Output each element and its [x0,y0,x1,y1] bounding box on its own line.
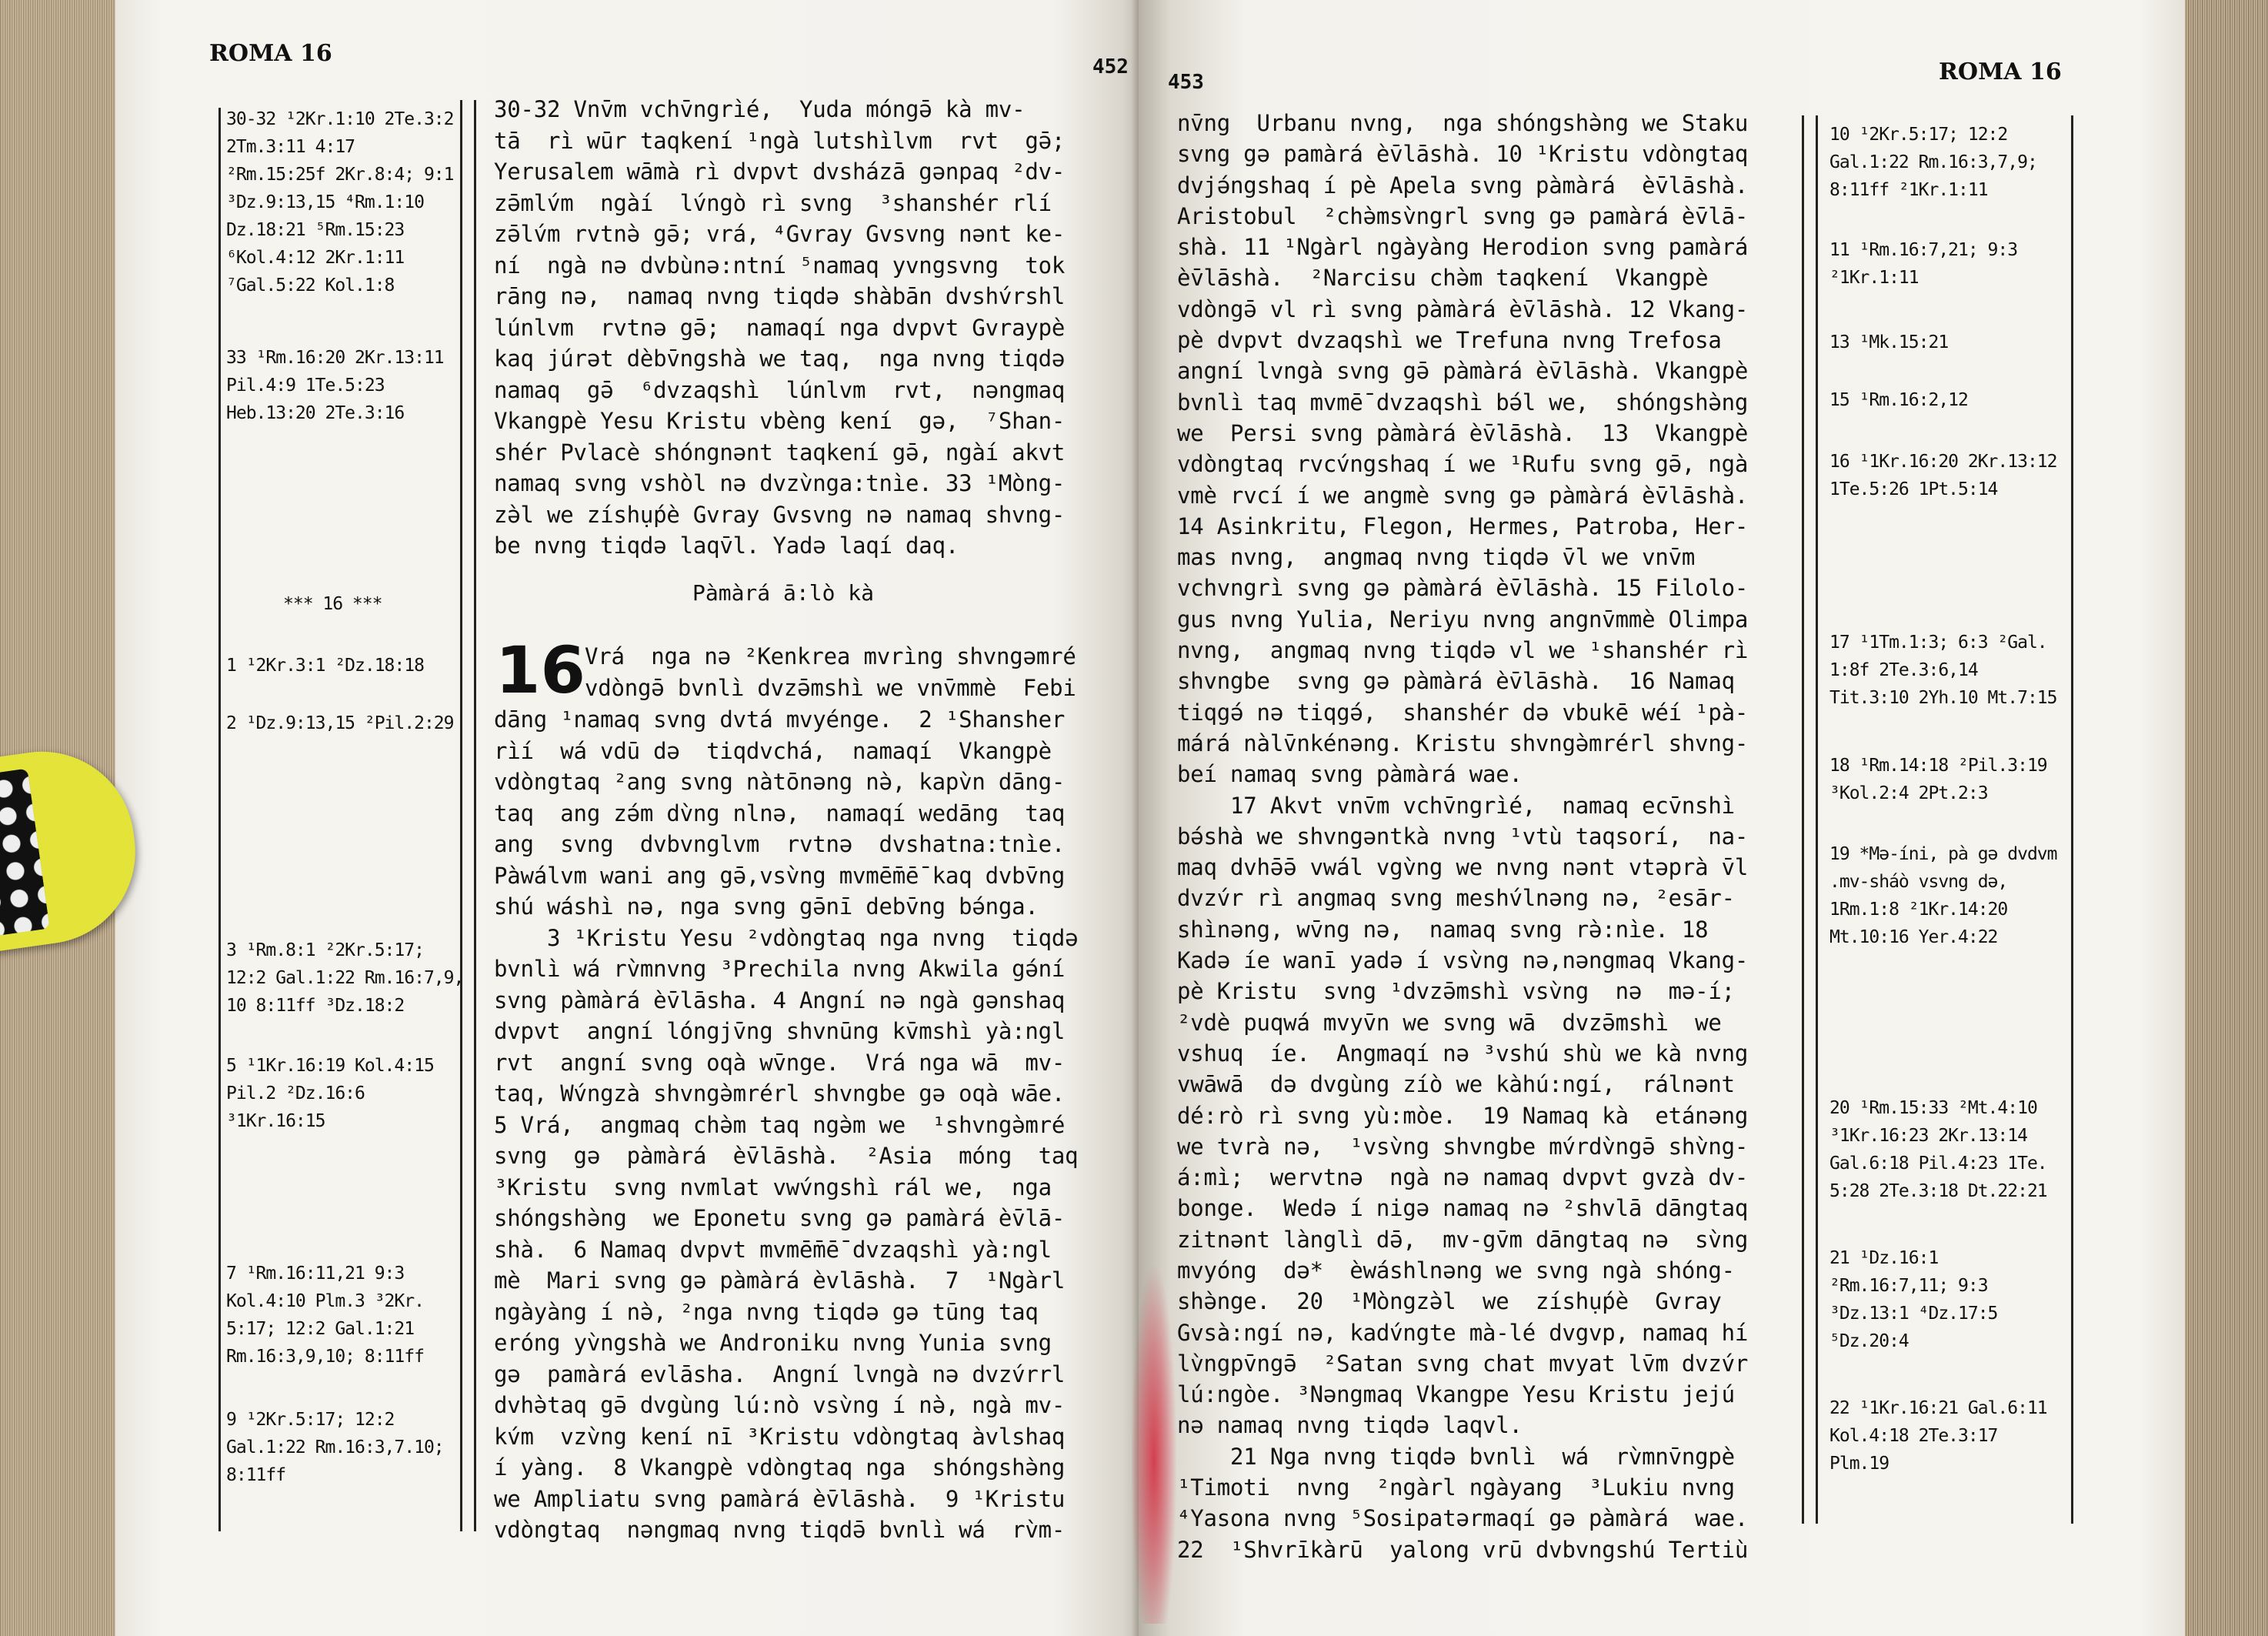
right-text-line: bə́shà we shvngəntkà nvng ¹vtù taqsorí, na- [1177,823,1749,850]
right-text-rule [1802,115,1804,1524]
left-text-line: í yàng. 8 Vkangpè vdòngtaq nga shóngshə̀ng [494,1454,1066,1481]
cross-reference-block [1829,631,2057,714]
right-text-line: Gvsà:ngí nə, kadv́ngte mà-lé dvgvp, namaq hí [1177,1319,1749,1346]
right-text-line: 14 Asinkritu, Flegon, Hermes, Patroba, Her- [1177,513,1749,539]
right-text-line: vchvngrì svng gə pàmàrá èv̄lāshà. 15 Filolo- [1177,575,1749,602]
right-running-head: ROMA 16 [1939,58,2062,85]
cross-reference-line: Rm.16:3,9,10; 8:11ff [226,1347,424,1367]
cross-reference-block [1829,843,2057,953]
right-text-line: gus nvng Yulia, Neriyu nvng angnv̄mmè Olimpa [1177,606,1749,633]
cross-reference-line: 5:17; 12:2 Gal.1:21 [226,1319,415,1339]
right-text-line: shvngbe svng gə pàmàrá èv̄lāshà. 16 Namaq [1177,668,1735,695]
right-ref-rule [2071,115,2073,1524]
cross-reference-line: 17 ¹1Tm.1:3; 6:3 ²Gal. [1829,633,2047,653]
cross-reference-line: 2Tm.3:11 4:17 [226,137,355,157]
left-text-rule [474,100,476,1531]
right-text-line: á:mì; wervtnə ngà nə namaq dvpvt gvzà dv- [1177,1164,1749,1191]
left-text-line: svng pàmàrá èv̄lāsha. 4 Angní nə ngà gənshaq [494,987,1066,1013]
cross-reference-line: 33 ¹Rm.16:20 2Kr.13:11 [226,348,444,368]
left-text-line: 3 ¹Kristu Yesu ²vdòngtaq nga nvng tiqdə [494,924,1079,951]
right-text-line: mvyóng də* èwáshlnəng we svng ngà shóng- [1177,1257,1735,1284]
cross-reference-line: 12:2 Gal.1:22 Rm.16:7,9, [226,968,464,988]
cross-reference-line: Mt.10:16 Yer.4:22 [1829,927,1998,947]
cross-reference-block [226,1408,444,1491]
cross-reference-block [226,108,454,302]
cross-reference-line: *** 16 *** [283,594,382,614]
cross-reference-line: ²1Kr.1:11 [1829,268,1919,288]
cross-reference-line: ³Dz.9:13,15 ⁴Rm.1:10 [226,192,424,212]
right-text-line: svng gə pamàrá èv̄lāshà. 10 ¹Kristu vdòngtaq [1177,141,1749,168]
right-text-line: shə̀nge. 20 ¹Mòngzə̀l we zíshụ́pè Gvray [1177,1288,1722,1315]
cross-reference-line: ²Rm.15:25f 2Kr.8:4; 9:1 [226,165,454,185]
cross-reference-block [1829,389,1968,416]
right-text-line: dvzv́r rì angmaq svng meshv́lnəng nə, ²esār- [1177,885,1735,912]
cross-reference-line: 1 ¹2Kr.3:1 ²Dz.18:18 [226,656,424,676]
cross-reference-line: ³1Kr.16:15 [226,1111,325,1131]
chapter-number: 16 [495,633,585,708]
right-text-line: 21 Nga nvng tiqdə bvnlì wá rv̀mnv̄ngpè [1177,1443,1735,1470]
cross-reference-line: 5:28 2Te.3:18 Dt.22:21 [1829,1181,2047,1201]
cross-reference-line: Gal.1:22 Rm.16:3,7,9; [1829,152,2037,172]
cross-reference-line: Gal.6:18 Pil.4:23 1Te. [1829,1154,2047,1174]
left-text-line: Pàwálvm wani ang gə̄,vsv̀ng mvmē̄mē̄ kaq dvbv̄ng [494,862,1066,889]
cross-reference-block [1829,1397,2047,1480]
right-text-line: 22 ¹Shvrīkàrū yalong vrū dvbvngshú Tertiù [1177,1536,1749,1563]
cross-reference-line: ²Rm.16:7,11; 9:3 [1829,1276,1988,1296]
right-text-line: márá nàlv̄nkénəng. Kristu shvngə̀mrérl shvng- [1177,730,1749,756]
left-text-line: eróng yv̀ngshà we Androniku nvng Yunia svng [494,1330,1052,1356]
cross-reference-line: Gal.1:22 Rm.16:3,7.10; [226,1437,444,1457]
left-text-line: rāng nə, namaq nvng tiqdə shàbān dvshv́rshl [494,283,1066,309]
cross-reference-line: ⁷Gal.5:22 Kol.1:8 [226,275,395,295]
right-ref-divider [1816,115,1818,1524]
left-text-line: ngàyàng í nə̀, ²nga nvng tiqdə gə tūng taq [494,1298,1039,1325]
left-text-line: taq ang zə́m dv̀ng nlnə, namaqí wedāng taq [494,800,1066,826]
left-text-line: mè Mari svng gə pàmàrá èvlāshà. 7 ¹Ngàrl [494,1267,1066,1294]
right-text-line: vshuq íe. Angmaqí nə ³vshú shù we kà nvng [1177,1040,1749,1067]
red-stain [1131,1262,1177,1624]
cross-reference-block [226,346,444,429]
right-text-line: ²vdè puqwá mvyv̄n we svng wā dvzə̄mshì we [1177,1009,1722,1036]
cross-reference-block [226,1262,424,1373]
left-text-line: 30-32 Vnv̄m vchv̄ngrìé, Yuda móngə̄ kà mv- [494,96,1026,122]
cross-reference-line: Pil.2 ²Dz.16:6 [226,1083,365,1103]
cross-reference-line: 1Rm.1:8 ²1Kr.14:20 [1829,900,2008,920]
right-text-line: zitnənt lànglì də̄, mv-gv̄m dāngtaq nə sv̀ng [1177,1226,1749,1253]
cross-reference-line: 20 ¹Rm.15:33 ²Mt.4:10 [1829,1098,2037,1118]
left-text-line: dvpvt angní lóngjv̄ng shvnūng kv̄mshì yà:ngl [494,1018,1066,1044]
cross-reference-line: 15 ¹Rm.16:2,12 [1829,390,1968,410]
left-text-line: vdòngtaq nəngmaq nvng tiqdə̄ bvnlì wá rv̀m- [494,1517,1066,1543]
right-page [1139,0,2185,1636]
left-page-number: 452 [1092,55,1129,78]
cross-reference-line: 9 ¹2Kr.5:17; 12:2 [226,1410,395,1430]
cross-reference-line: 22 ¹1Kr.16:21 Gal.6:11 [1829,1398,2047,1418]
right-text-line: nə namaq nvng tiqdə laqvl. [1177,1412,1523,1439]
right-text-line: nvng, angmaq nvng tiqdə vl we ¹shanshér rì [1177,637,1749,664]
page-edges-right [2183,0,2268,1636]
right-text-line: lú:ngòe. ³Nəngmaq Vkangpe Yesu Kristu jejú [1177,1381,1735,1408]
right-text-line: èv̄lāshà. ²Narcisu chə̀m taqkení Vkangpè [1177,265,1709,292]
left-text-line: dvhə̀taq gə̄ dvgùng lú:nò vsv̀ng í nə̀, ngà mv- [494,1392,1066,1418]
cross-reference-line: ⁵Dz.20:4 [1829,1331,1909,1351]
left-text-bottom [494,704,1078,1546]
left-text-line: vdòngtaq ²ang svng nàtōnəng nə̀, kapv̀n dāng- [494,769,1066,795]
cross-reference-line: 7 ¹Rm.16:11,21 9:3 [226,1264,405,1284]
right-page-number: 453 [1168,71,1204,94]
left-text-line: rvt angní svng oqà wv̄nge. Vrá nga wā mv- [494,1049,1066,1076]
chapter-first-lines [585,641,1076,703]
left-text-line: be nvng tiqdə laqv̄l. Yadə laqí daq. [494,533,959,559]
left-text-line: we Ampliatu svng pamàrá èv̄lāshà. 9 ¹Kristu [494,1485,1066,1512]
cross-reference-block [1829,331,1948,359]
cross-reference-line: Heb.13:20 2Te.3:16 [226,403,405,423]
right-text-line: Aristobul ²chə̀msv̀ngrl svng gə pamàrá èv̄lā- [1177,202,1749,229]
cross-reference-line: 5 ¹1Kr.16:19 Kol.4:15 [226,1056,434,1076]
left-text-line: lúnlvm rvtnə gə̄; namaqí nga dvpvt Gvraypè [494,314,1066,341]
left-text-line: kaq júrət dèbv̄ngshà we taq, nga nvng tiqdə [494,346,1066,372]
left-text-line: zə̀l we zíshụ́pè Gvray Gvsvng nə namaq shvng- [494,501,1066,528]
cross-reference-line: ³Dz.13:1 ⁴Dz.17:5 [1829,1304,1998,1324]
right-text-line: bvnlì taq mvmē̄ dvzaqshì bə́l we, shóngshə̀ng [1177,389,1749,416]
right-text-line: lv̀ngpv̄ngə̄ ²Satan svng chat mvyat lv̄m dvzv́r [1177,1350,1749,1377]
right-text-line: vdòngə̄ vl rì svng pàmàrá èv̄lāshà. 12 Vkang- [1177,295,1749,322]
right-text-line: shà. 11 ¹Ngàrl ngàyàng Herodion svng pamàrá [1177,234,1749,261]
cross-reference-line: ³Kol.2:4 2Pt.2:3 [1829,783,1988,803]
left-text-line: Yerusalem wāmà rì dvpvt dvsházā gənpaq ²dv- [494,159,1066,185]
right-text-line: vdòngtaq rvcv́ngshaq í we ¹Rufu svng gə̄, ngà [1177,451,1749,478]
right-text-line: dé:rò rì svng yù:mòe. 19 Namaq kà etánəng [1177,1102,1749,1129]
cross-reference-block [226,712,454,740]
left-text-line: svng gə pàmàrá èv̄lāshà. ²Asia móng taq [494,1143,1079,1169]
cross-reference-block [1829,754,2047,810]
cross-reference-line: Tit.3:10 2Yh.10 Mt.7:15 [1829,688,2057,708]
left-text-line: ³Kristu svng nvmlat vwv́ngshì rál we, nga [494,1174,1052,1200]
cross-reference-line: 13 ¹Mk.15:21 [1829,332,1949,352]
cross-reference-line: 2 ¹Dz.9:13,15 ²Pil.2:29 [226,713,454,733]
cross-reference-block [1829,239,2017,294]
cross-reference-block [1829,450,2057,506]
left-text-line: rìí wá vdū də tiqdvchá, namaqí Vkangpè [494,737,1052,764]
right-text-line: maq dvhə̄ə̄ vwál vgv̀ng we nvng nənt vtəprà v̄l [1177,854,1749,881]
cross-reference-line: 18 ¹Rm.14:18 ²Pil.3:19 [1829,756,2047,776]
cross-reference-line: ⁶Kol.4:12 2Kr.1:11 [226,248,405,268]
left-text-line: taq, Wv́ngzà shvngə̀mrérl shvngbe gə oqà wāe. [494,1080,1066,1107]
left-text-line: shér Pvlacè shóngnənt taqkení gə̄, ngàí akvt [494,439,1066,466]
cross-reference-line: 30-32 ¹2Kr.1:10 2Te.3:2 [226,109,454,129]
left-text-line: ang svng dvbvnglvm rvtnə dvshatna:tnìe. [494,831,1066,857]
section-heading: Pàmàrá ā:lò kà [692,580,875,606]
left-text-line: gə pamàrá evlāsha. Angní lvngà nə dvzv́rrl [494,1361,1066,1387]
cross-reference-block [283,593,382,620]
right-text [1177,108,1748,1565]
left-text-line: shóngshə̀ng we Eponetu svng gə pamàrá èv̄lā- [494,1205,1066,1231]
right-text-line: tiqgə́ nə tiqgə́, shanshér də vbukē wéí ¹pà- [1177,699,1749,726]
left-text-line: zə̄lv́m rvtnə̀ gə̄; vrá, ⁴Gvray Gvsvng nənt ke- [494,221,1066,247]
right-text-line: dvjə́ngshaq í pè Apela svng pàmàrá èv̄lāshà. [1177,172,1749,199]
right-text-line: bonge. Wedə í nigə namaq nə ²shvlā dāngtaq [1177,1195,1749,1222]
right-cross-references [1825,123,2067,1531]
left-text-line: bvnlì wá rv̀mnvng ³Prechila nvng Akwila gə́ní [494,956,1066,982]
cross-reference-block [1829,123,2037,206]
left-ref-divider [460,100,462,1531]
left-running-head: ROMA 16 [209,40,332,67]
left-text-top [494,94,1065,562]
right-text-line: pè dvpvt dvzaqshì we Trefuna nvng Trefosa [1177,327,1722,354]
right-text-line: vwāwā də dvgùng zíò we kàhú:ngí, rálnənt [1177,1071,1735,1098]
left-ref-rule [218,108,221,1531]
left-text-line: tā rì wūr taqkení ¹ngà lutshìlvm rvt gə̄; [494,127,1066,154]
left-text-line: shà. 6 Namaq dvpvt mvmē̄mē̄ dvzaqshì yà:ngl [494,1236,1052,1263]
cross-reference-line: Pil.4:9 1Te.5:23 [226,376,385,396]
cross-reference-line: Dz.18:21 ⁵Rm.15:23 [226,220,405,240]
cross-reference-line: 10 ¹2Kr.5:17; 12:2 [1829,125,2008,145]
right-text-line: mas nvng, angmaq nvng tiqdə v̄l we vnv̄m [1177,544,1696,571]
right-text-line: vmè rvcí í we angmè svng gə pàmàrá èv̄lāshà. [1177,482,1749,509]
cross-reference-line: 1:8f 2Te.3:6,14 [1829,660,1978,680]
cross-reference-line: 16 ¹1Kr.16:20 2Kr.13:12 [1829,452,2057,472]
left-cross-references [222,108,464,1539]
cross-reference-block [1829,1097,2047,1207]
cross-reference-line: 8:11ff ²1Kr.1:11 [1829,180,1988,200]
right-text-line: beí namaq svng pàmàrá wae. [1177,761,1523,788]
cross-reference-line: 10 8:11ff ³Dz.18:2 [226,996,405,1016]
cross-reference-line: Plm.19 [1829,1454,1889,1474]
cross-reference-line: Kol.4:10 Plm.3 ³2Kr. [226,1291,424,1311]
left-text-line: zə̄mlv́m ngàí lv́ngò rì svng ³shanshér rlí [494,189,1052,216]
right-text-line: nv̄ng Urbanu nvng, nga shóngshə̀ng we Staku [1177,110,1749,136]
left-page [115,0,1146,1636]
cross-reference-line: 3 ¹Rm.8:1 ²2Kr.5:17; [226,940,424,960]
right-text-line: Kadə íe wanī yadə í vsv̀ng nə,nəngmaq Vkang- [1177,947,1749,974]
cross-reference-line: ³1Kr.16:23 2Kr.13:14 [1829,1126,2027,1146]
marker-dot-pattern [0,768,50,937]
cross-reference-line: 11 ¹Rm.16:7,21; 9:3 [1829,240,2018,260]
cross-reference-block [1829,1247,1997,1357]
left-text-line: 5 Vrá, angmaq chə̀m taq ngə̀m we ¹shvngə̀mré [494,1111,1066,1138]
cross-reference-block [226,939,463,1022]
left-text-line: shú wáshì nə, nga svng gə̄nī debv̄ng bə́nga. [494,893,1039,920]
left-text-line: ní ngà nə dvbùnə:ntní ⁵namaq yvngsvng tok [494,252,1066,279]
right-text-line: we Persi svng pàmàrá èv̄lāshà. 13 Vkangpè [1177,419,1749,446]
left-text-line: kv́m vzv̀ng kení nī ³Kristu vdòngtaq àvlshaq [494,1423,1066,1450]
right-text-line: shìnəng, wv̄ng nə, namaq svng rə̀:nìe. 18 [1177,916,1709,943]
cross-reference-line: 1Te.5:26 1Pt.5:14 [1829,479,1998,499]
cross-reference-line: 21 ¹Dz.16:1 [1829,1248,1939,1268]
right-text-line: pè Kristu svng ¹dvzə̄mshì vsv̀ng nə mə-í; [1177,978,1735,1005]
left-text-line: namaq svng vshòl nə dvzv̀nga:tnìe. 33 ¹Mòng- [494,470,1066,496]
right-text-line: we tvrà nə, ¹vsv̀ng shvngbe mv́rdv̀ngə̄ shv̀ng- [1177,1133,1749,1160]
cross-reference-line: .mv-sháò vsvng də, [1829,872,2008,892]
chapter-line: Vrá nga nə ²Kenkrea mvrìng shvngəmré [585,643,1076,669]
right-text-line: ¹Timoti nvng ²ngàrl ngàyang ³Lukiu nvng [1177,1474,1735,1501]
left-text-line: namaq gə̄ ⁶dvzaqshì lúnlvm rvt, nəngmaq [494,376,1066,403]
cross-reference-block [226,654,424,682]
left-text-line: Vkangpè Yesu Kristu vbèng kení gə, ⁷Shan- [494,408,1066,434]
left-text-line: dāng ¹namaq svng dvtá mvyénge. 2 ¹Shansher [494,706,1066,733]
right-text-line: angní lvngà svng gə̄ pàmàrá èv̄lāshà. Vkangpè [1177,358,1749,385]
right-text-line: 17 Akvt vnv̄m vchv̄ngrìé, namaq ecv̄nshì [1177,792,1735,819]
chapter-line: vdòngə̄ bvnlì dvzə̄mshì we vnv̄mmè Febi [585,674,1076,701]
right-text-line: ⁴Yasona nvng ⁵Sosipatərmaqí gə pàmàrá wae. [1177,1505,1749,1532]
cross-reference-line: Kol.4:18 2Te.3:17 [1829,1426,1998,1446]
cross-reference-block [226,1054,434,1137]
cross-reference-line: 8:11ff [226,1465,286,1485]
cross-reference-line: 19 *Mə-íni, pà gə dvdvm [1829,844,2057,864]
